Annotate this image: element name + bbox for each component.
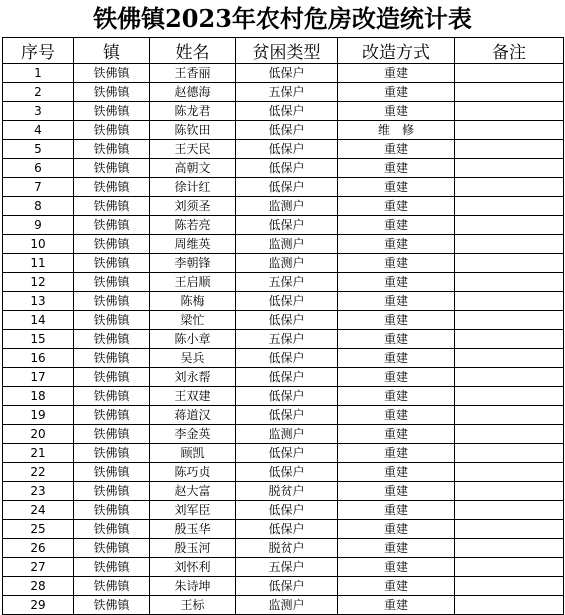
cell-name: 高朝文 xyxy=(150,159,236,178)
cell-poverty-type: 低保户 xyxy=(236,406,338,425)
cell-renovation-method: 重建 xyxy=(338,254,455,273)
cell-remarks xyxy=(455,425,564,444)
cell-name: 殷玉华 xyxy=(150,520,236,539)
cell-index: 20 xyxy=(3,425,74,444)
cell-renovation-method: 重建 xyxy=(338,368,455,387)
cell-town: 铁佛镇 xyxy=(74,64,150,83)
cell-renovation-method: 重建 xyxy=(338,178,455,197)
table-row xyxy=(3,216,564,235)
cell-poverty-type: 低保户 xyxy=(236,387,338,406)
table-row xyxy=(3,482,564,501)
cell-name: 赵大富 xyxy=(150,482,236,501)
cell-name: 王启顺 xyxy=(150,273,236,292)
cell-renovation-method: 重建 xyxy=(338,235,455,254)
table-row xyxy=(3,577,564,596)
table-row xyxy=(3,197,564,216)
header-renovation-method: 改造方式 xyxy=(338,38,455,64)
cell-name: 周维英 xyxy=(150,235,236,254)
table-row xyxy=(3,178,564,197)
cell-remarks xyxy=(455,64,564,83)
cell-index: 8 xyxy=(3,197,74,216)
cell-remarks xyxy=(455,482,564,501)
cell-index: 14 xyxy=(3,311,74,330)
cell-name: 王天民 xyxy=(150,140,236,159)
cell-town: 铁佛镇 xyxy=(74,83,150,102)
cell-index: 18 xyxy=(3,387,74,406)
cell-renovation-method: 维 修 xyxy=(338,121,455,140)
table-row xyxy=(3,121,564,140)
cell-name: 王标 xyxy=(150,596,236,615)
cell-renovation-method: 重建 xyxy=(338,406,455,425)
cell-renovation-method: 重建 xyxy=(338,197,455,216)
cell-poverty-type: 低保户 xyxy=(236,102,338,121)
cell-index: 13 xyxy=(3,292,74,311)
table-row xyxy=(3,520,564,539)
cell-poverty-type: 低保户 xyxy=(236,292,338,311)
cell-remarks xyxy=(455,406,564,425)
cell-name: 徐计红 xyxy=(150,178,236,197)
cell-town: 铁佛镇 xyxy=(74,368,150,387)
cell-remarks xyxy=(455,330,564,349)
cell-remarks xyxy=(455,197,564,216)
cell-poverty-type: 低保户 xyxy=(236,577,338,596)
header-name: 姓名 xyxy=(150,38,236,64)
cell-poverty-type: 监测户 xyxy=(236,425,338,444)
cell-renovation-method: 重建 xyxy=(338,596,455,615)
cell-remarks xyxy=(455,254,564,273)
table-row xyxy=(3,254,564,273)
cell-name: 刘须圣 xyxy=(150,197,236,216)
table-row xyxy=(3,64,564,83)
cell-remarks xyxy=(455,368,564,387)
cell-index: 1 xyxy=(3,64,74,83)
cell-remarks xyxy=(455,520,564,539)
table-row xyxy=(3,368,564,387)
cell-remarks xyxy=(455,463,564,482)
table-row xyxy=(3,463,564,482)
cell-index: 21 xyxy=(3,444,74,463)
cell-poverty-type: 监测户 xyxy=(236,235,338,254)
cell-name: 蒋道汉 xyxy=(150,406,236,425)
cell-poverty-type: 低保户 xyxy=(236,178,338,197)
cell-town: 铁佛镇 xyxy=(74,444,150,463)
cell-poverty-type: 低保户 xyxy=(236,444,338,463)
cell-remarks xyxy=(455,311,564,330)
cell-renovation-method: 重建 xyxy=(338,330,455,349)
cell-poverty-type: 五保户 xyxy=(236,83,338,102)
cell-index: 7 xyxy=(3,178,74,197)
cell-name: 陈巧贞 xyxy=(150,463,236,482)
cell-poverty-type: 监测户 xyxy=(236,596,338,615)
cell-town: 铁佛镇 xyxy=(74,406,150,425)
cell-renovation-method: 重建 xyxy=(338,501,455,520)
cell-town: 铁佛镇 xyxy=(74,501,150,520)
cell-name: 梁忙 xyxy=(150,311,236,330)
cell-poverty-type: 脱贫户 xyxy=(236,482,338,501)
cell-renovation-method: 重建 xyxy=(338,520,455,539)
cell-index: 27 xyxy=(3,558,74,577)
cell-remarks xyxy=(455,235,564,254)
cell-poverty-type: 低保户 xyxy=(236,121,338,140)
cell-renovation-method: 重建 xyxy=(338,140,455,159)
cell-renovation-method: 重建 xyxy=(338,387,455,406)
cell-town: 铁佛镇 xyxy=(74,330,150,349)
cell-index: 28 xyxy=(3,577,74,596)
cell-index: 23 xyxy=(3,482,74,501)
cell-poverty-type: 五保户 xyxy=(236,558,338,577)
cell-remarks xyxy=(455,387,564,406)
cell-town: 铁佛镇 xyxy=(74,273,150,292)
cell-renovation-method: 重建 xyxy=(338,273,455,292)
cell-poverty-type: 低保户 xyxy=(236,349,338,368)
cell-index: 22 xyxy=(3,463,74,482)
cell-remarks xyxy=(455,216,564,235)
table-row xyxy=(3,330,564,349)
cell-name: 王双建 xyxy=(150,387,236,406)
cell-town: 铁佛镇 xyxy=(74,121,150,140)
cell-index: 5 xyxy=(3,140,74,159)
cell-renovation-method: 重建 xyxy=(338,558,455,577)
cell-name: 顾凯 xyxy=(150,444,236,463)
cell-remarks xyxy=(455,83,564,102)
cell-town: 铁佛镇 xyxy=(74,425,150,444)
table-row xyxy=(3,425,564,444)
cell-remarks xyxy=(455,558,564,577)
cell-poverty-type: 低保户 xyxy=(236,520,338,539)
table-row xyxy=(3,406,564,425)
cell-town: 铁佛镇 xyxy=(74,349,150,368)
cell-town: 铁佛镇 xyxy=(74,520,150,539)
table-row xyxy=(3,83,564,102)
cell-index: 10 xyxy=(3,235,74,254)
cell-remarks xyxy=(455,444,564,463)
cell-town: 铁佛镇 xyxy=(74,539,150,558)
cell-remarks xyxy=(455,159,564,178)
cell-name: 陈龙君 xyxy=(150,102,236,121)
cell-index: 2 xyxy=(3,83,74,102)
cell-remarks xyxy=(455,178,564,197)
cell-name: 刘怀利 xyxy=(150,558,236,577)
cell-index: 19 xyxy=(3,406,74,425)
cell-name: 王香丽 xyxy=(150,64,236,83)
cell-remarks xyxy=(455,121,564,140)
cell-remarks xyxy=(455,596,564,615)
cell-index: 6 xyxy=(3,159,74,178)
cell-index: 4 xyxy=(3,121,74,140)
table-row xyxy=(3,444,564,463)
cell-name: 陈小章 xyxy=(150,330,236,349)
cell-poverty-type: 监测户 xyxy=(236,197,338,216)
table-row xyxy=(3,102,564,121)
cell-remarks xyxy=(455,292,564,311)
cell-remarks xyxy=(455,349,564,368)
table-row xyxy=(3,596,564,615)
cell-poverty-type: 低保户 xyxy=(236,159,338,178)
cell-renovation-method: 重建 xyxy=(338,349,455,368)
cell-renovation-method: 重建 xyxy=(338,159,455,178)
table-row xyxy=(3,539,564,558)
cell-renovation-method: 重建 xyxy=(338,311,455,330)
table-row xyxy=(3,140,564,159)
cell-poverty-type: 低保户 xyxy=(236,463,338,482)
cell-town: 铁佛镇 xyxy=(74,254,150,273)
cell-index: 15 xyxy=(3,330,74,349)
cell-name: 殷玉河 xyxy=(150,539,236,558)
sheet-title: 铁佛镇2023年农村危房改造统计表 xyxy=(93,4,472,33)
cell-index: 29 xyxy=(3,596,74,615)
cell-poverty-type: 五保户 xyxy=(236,273,338,292)
cell-town: 铁佛镇 xyxy=(74,482,150,501)
table-row xyxy=(3,159,564,178)
cell-town: 铁佛镇 xyxy=(74,235,150,254)
cell-index: 25 xyxy=(3,520,74,539)
cell-poverty-type: 监测户 xyxy=(236,254,338,273)
cell-poverty-type: 低保户 xyxy=(236,140,338,159)
cell-remarks xyxy=(455,539,564,558)
cell-poverty-type: 五保户 xyxy=(236,330,338,349)
header-remarks: 备注 xyxy=(455,38,564,64)
cell-town: 铁佛镇 xyxy=(74,577,150,596)
cell-name: 刘永帮 xyxy=(150,368,236,387)
table-row xyxy=(3,387,564,406)
table-row xyxy=(3,273,564,292)
cell-poverty-type: 低保户 xyxy=(236,368,338,387)
cell-renovation-method: 重建 xyxy=(338,463,455,482)
cell-town: 铁佛镇 xyxy=(74,558,150,577)
cell-remarks xyxy=(455,102,564,121)
table-row xyxy=(3,235,564,254)
cell-name: 陈若亮 xyxy=(150,216,236,235)
cell-renovation-method: 重建 xyxy=(338,577,455,596)
cell-poverty-type: 低保户 xyxy=(236,64,338,83)
cell-name: 陈钦田 xyxy=(150,121,236,140)
header-row xyxy=(3,38,564,64)
cell-poverty-type: 低保户 xyxy=(236,216,338,235)
table-row xyxy=(3,558,564,577)
cell-poverty-type: 脱贫户 xyxy=(236,539,338,558)
cell-renovation-method: 重建 xyxy=(338,292,455,311)
cell-renovation-method: 重建 xyxy=(338,444,455,463)
cell-town: 铁佛镇 xyxy=(74,387,150,406)
cell-poverty-type: 低保户 xyxy=(236,501,338,520)
cell-index: 24 xyxy=(3,501,74,520)
cell-name: 李金英 xyxy=(150,425,236,444)
cell-town: 铁佛镇 xyxy=(74,102,150,121)
header-poverty-type: 贫困类型 xyxy=(236,38,338,64)
cell-index: 9 xyxy=(3,216,74,235)
cell-town: 铁佛镇 xyxy=(74,178,150,197)
cell-town: 铁佛镇 xyxy=(74,159,150,178)
cell-renovation-method: 重建 xyxy=(338,83,455,102)
cell-town: 铁佛镇 xyxy=(74,197,150,216)
cell-town: 铁佛镇 xyxy=(74,311,150,330)
cell-remarks xyxy=(455,577,564,596)
header-town: 镇 xyxy=(74,38,150,64)
cell-name: 朱诗坤 xyxy=(150,577,236,596)
cell-index: 11 xyxy=(3,254,74,273)
cell-town: 铁佛镇 xyxy=(74,463,150,482)
cell-name: 陈梅 xyxy=(150,292,236,311)
cell-index: 3 xyxy=(3,102,74,121)
cell-remarks xyxy=(455,273,564,292)
table-row xyxy=(3,349,564,368)
cell-name: 赵德海 xyxy=(150,83,236,102)
cell-renovation-method: 重建 xyxy=(338,216,455,235)
cell-remarks xyxy=(455,501,564,520)
cell-renovation-method: 重建 xyxy=(338,102,455,121)
cell-town: 铁佛镇 xyxy=(74,140,150,159)
cell-renovation-method: 重建 xyxy=(338,64,455,83)
table-row xyxy=(3,311,564,330)
cell-name: 刘军臣 xyxy=(150,501,236,520)
cell-renovation-method: 重建 xyxy=(338,482,455,501)
cell-index: 26 xyxy=(3,539,74,558)
cell-name: 李朝锋 xyxy=(150,254,236,273)
cell-index: 17 xyxy=(3,368,74,387)
cell-poverty-type: 低保户 xyxy=(236,311,338,330)
cell-remarks xyxy=(455,140,564,159)
cell-renovation-method: 重建 xyxy=(338,425,455,444)
cell-renovation-method: 重建 xyxy=(338,539,455,558)
table-row xyxy=(3,292,564,311)
table-row xyxy=(3,501,564,520)
cell-town: 铁佛镇 xyxy=(74,292,150,311)
cell-town: 铁佛镇 xyxy=(74,216,150,235)
housing-table xyxy=(2,37,564,615)
cell-index: 12 xyxy=(3,273,74,292)
header-index: 序号 xyxy=(3,38,74,64)
cell-name: 吴兵 xyxy=(150,349,236,368)
cell-town: 铁佛镇 xyxy=(74,596,150,615)
cell-index: 16 xyxy=(3,349,74,368)
